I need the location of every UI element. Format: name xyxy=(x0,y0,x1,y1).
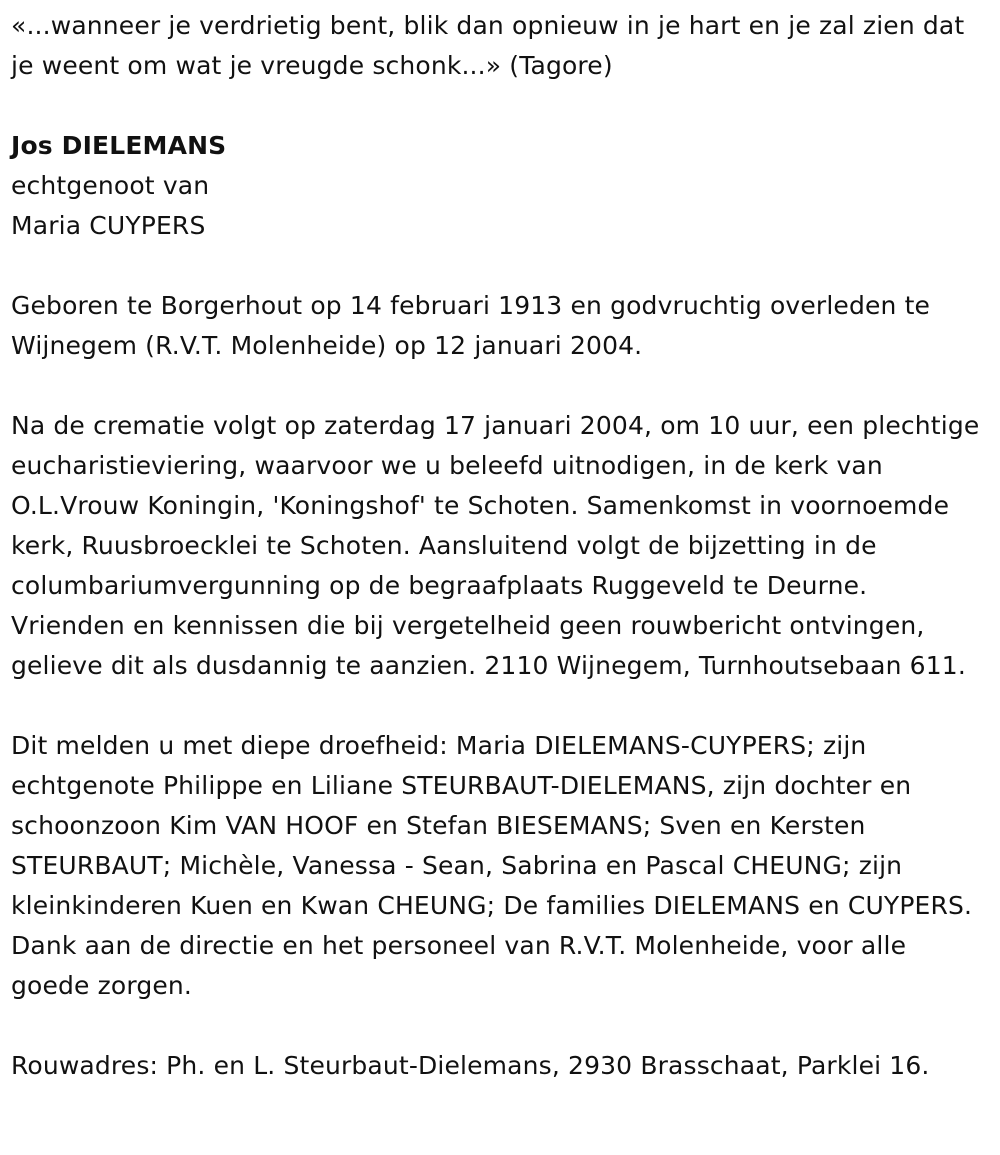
obituary-notice xyxy=(11,6,986,1086)
spouse-name: Maria CUYPERS xyxy=(11,211,206,240)
relation-text: echtgenoot van xyxy=(11,171,210,200)
tagore-quote: «...wanneer je verdrietig bent, blik dan opnieuw in je hart en je zal zien dat je weent om wat je vreugde schonk...» (Tagore) xyxy=(11,11,965,80)
ceremony-paragraph: Na de crematie volgt op zaterdag 17 januari 2004, om 10 uur, een plechtige eucharistieviering, waarvoor we u beleefd uitnodigen, in de kerk van O.L.Vrouw Koningin, 'Koningshof' te Schoten. Samenkomst in voornoemde kerk, Ruusbroecklei te Schoten. Aansluitend volgt de bijzetting in de columbariumvergunning op de begraafplaats Ruggeveld te Deurne. Vrienden en kennissen die bij vergetelheid geen rouwbericht ontvingen, gelieve dit als dusdannig te aanzien. 2110 Wijnegem, Turnhoutsebaan 611. xyxy=(11,411,980,680)
deceased-name: Jos DIELEMANS xyxy=(11,131,227,160)
family-paragraph: Dit melden u met diepe droefheid: Maria DIELEMANS-CUYPERS; zijn echtgenote Philippe en Liliane STEURBAUT-DIELEMANS, zijn dochter en schoonzoon Kim VAN HOOF en Stefan BIESEMANS; Sven en Kersten STEURBAUT; Michèle, Vanessa - Sean, Sabrina en Pascal CHEUNG; zijn kleinkinderen Kuen en Kwan CHEUNG; De families DIELEMANS en CUYPERS. Dank aan de directie en het personeel van R.V.T. Molenheide, voor alle goede zorgen. xyxy=(11,731,973,1000)
birth-death-paragraph: Geboren te Borgerhout op 14 februari 1913 en godvruchtig overleden te Wijnegem (R.V.T. Molenheide) op 12 januari 2004. xyxy=(11,291,931,360)
mourning-address: Rouwadres: Ph. en L. Steurbaut-Dielemans, 2930 Brasschaat, Parklei 16. xyxy=(11,1051,930,1080)
